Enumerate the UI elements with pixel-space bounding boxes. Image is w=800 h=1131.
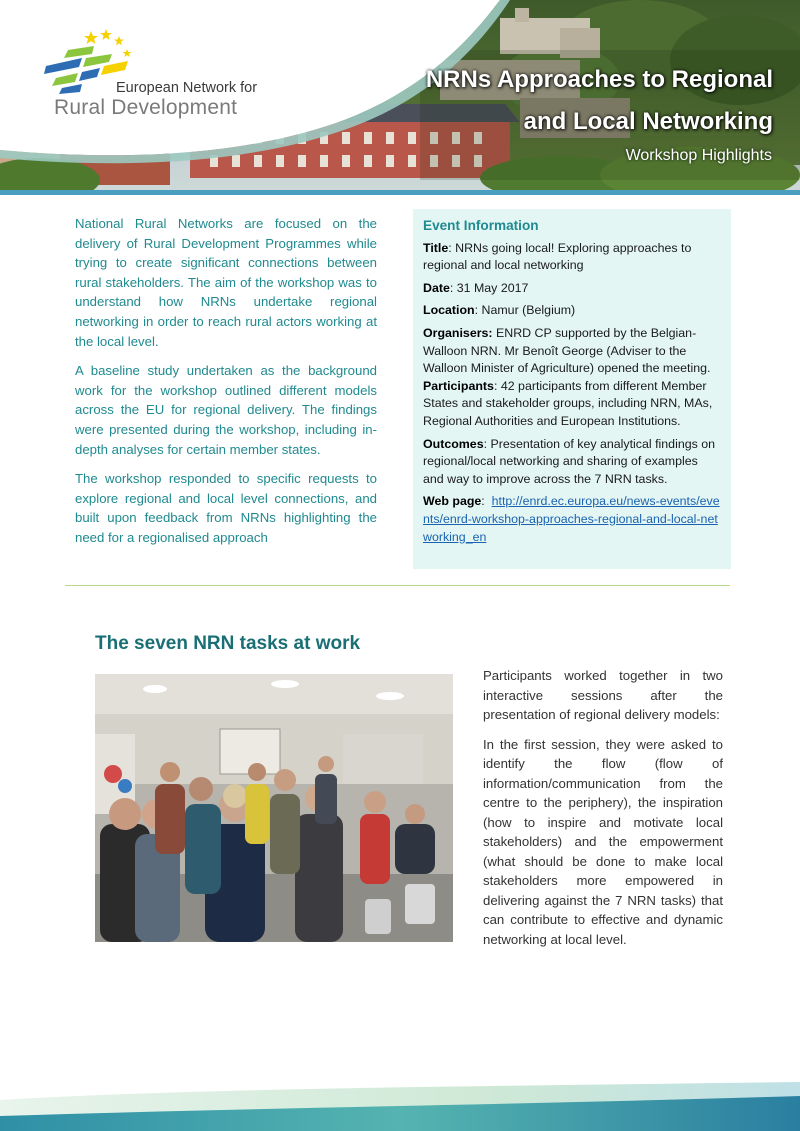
event-organisers (423, 325, 721, 378)
logo-text-line2: Rural Development (54, 96, 238, 119)
intro-paragraph-2: A baseline study undertaken as the background work for the workshop outlined different models across the EU for regional delivery. The findings were presented during the workshop, including in-depth analyses for certain member states. (75, 363, 377, 457)
event-title-label: Title (423, 240, 449, 255)
event-title (423, 240, 721, 275)
enrd-logo[interactable] (42, 28, 272, 128)
event-organisers-value: ENRD CP supported by the Belgian-Walloon NRN. Mr Benoît George (Adviser to the Walloon Minister of Agriculture) opened the meeting. (423, 325, 711, 376)
event-participants-label: Participants (423, 378, 494, 393)
workshop-participants-image (95, 674, 453, 942)
event-location-label: Location (423, 303, 475, 318)
header-divider (0, 190, 800, 195)
section-divider (65, 585, 730, 586)
event-date (423, 280, 721, 298)
section-paragraph-2: In the first session, they were asked to identify the flow (flow of information/communication from the centre to the periphery), the inspiration (how to inspire and motivate local stakeholders) and the empowerment (what should be done to make local stakeholders more empowered in delivering against the 7 NRN tasks) that can contribute to effective and dynamic networking at local level. (483, 736, 723, 947)
workshop-photo (95, 674, 453, 942)
event-participants-value: : 42 participants from different Member States and stakeholder groups, including NRN, MAs, Regional Authorities and European Institutions. (423, 378, 713, 428)
event-webpage-label: Web page (423, 494, 482, 509)
document-subtitle: Workshop Highlights (625, 147, 772, 164)
event-outcomes-label: Outcomes (423, 436, 484, 451)
event-title-value: : NRNs going local! Exploring approaches to regional and local networking (423, 240, 692, 273)
section-heading: The seven NRN tasks at work (95, 633, 361, 654)
footer-wave-decoration (0, 1078, 800, 1131)
intro-paragraph-3: The workshop responded to specific requests to explore regional and local level connections, and built upon feedback from NRNs highlighting the need for a regionalised approach (75, 471, 377, 545)
logo-text-line1: European Network for (116, 80, 258, 96)
event-webpage-link[interactable]: http://enrd.ec.europa.eu/news-events/events/enrd-workshop-approaches-regional-and-local-networking_en (423, 494, 720, 544)
intro-column (75, 214, 377, 558)
event-outcomes-value: : Presentation of key analytical findings on regional/local networking and sharing of examples and way to improve across the 7 NRN tasks. (423, 436, 716, 486)
event-location-value: : Namur (Belgium) (474, 303, 576, 318)
event-webpage (423, 493, 721, 546)
document-title-line2: and Local Networking (523, 108, 773, 135)
document-title-line1: NRNs Approaches to Regional (425, 66, 773, 93)
event-outcomes (423, 436, 721, 489)
section-body-text (483, 666, 723, 959)
section-paragraph-1: Participants worked together in two interactive sessions after the presentation of regional delivery models: (483, 668, 723, 722)
event-participants (423, 378, 721, 431)
event-info-heading: Event Information (423, 218, 539, 233)
intro-paragraph-1: National Rural Networks are focused on the delivery of Rural Development Programmes while trying to create significant connections between rural stakeholders. The aim of the workshop was to understand how NRNs undertake regional networking in order to reach rural actors working at the local level. (75, 216, 377, 349)
event-information-box (413, 209, 731, 569)
event-webpage-sep: : (481, 494, 492, 509)
event-date-label: Date (423, 280, 450, 295)
event-location (423, 302, 721, 320)
event-date-value: : 31 May 2017 (449, 280, 529, 295)
event-organisers-label: Organisers: (423, 325, 493, 340)
page-header (0, 0, 800, 195)
